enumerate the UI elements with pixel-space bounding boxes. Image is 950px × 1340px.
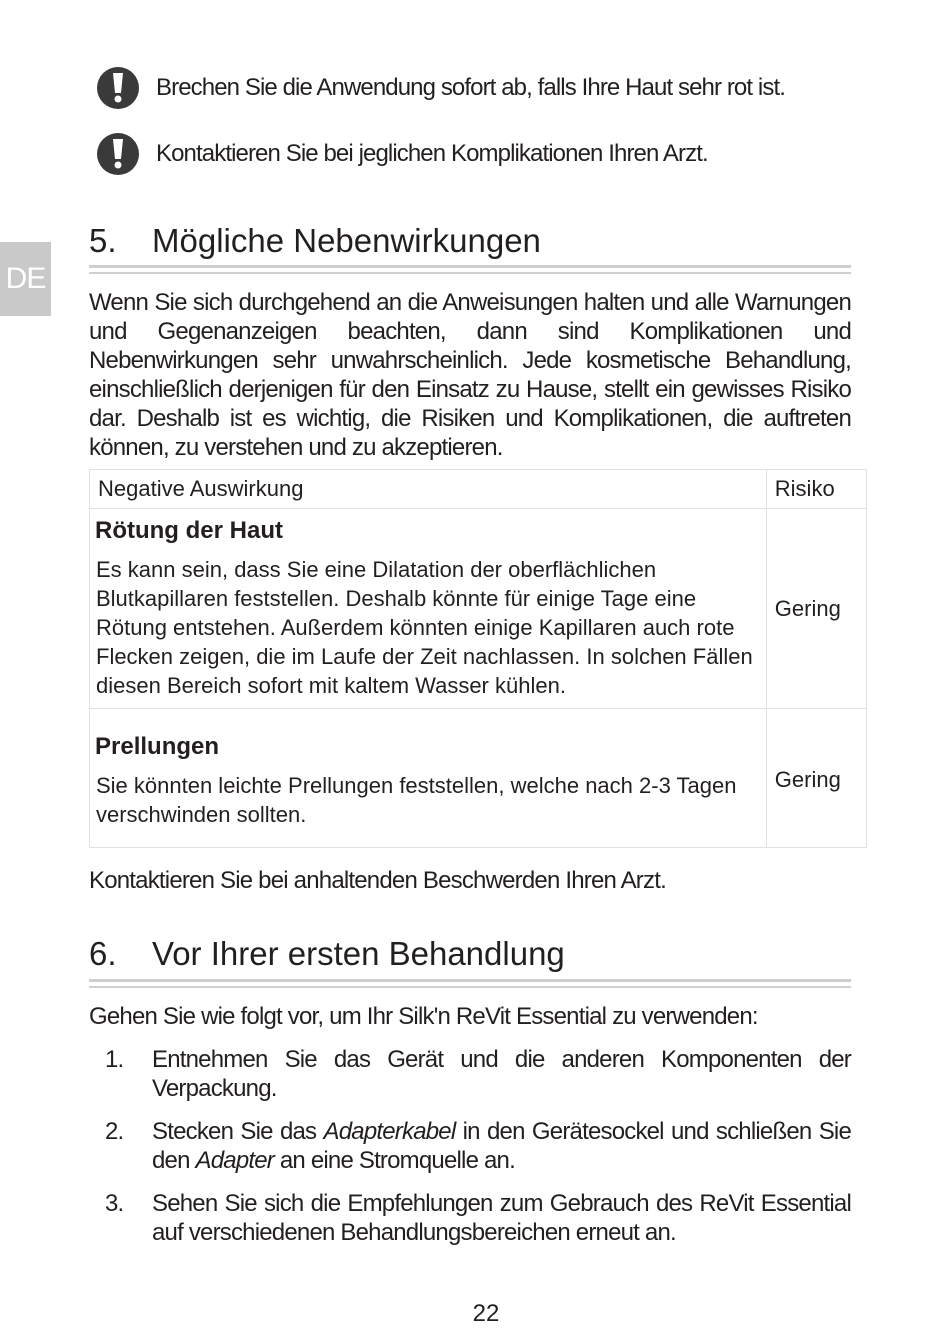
section-title: Vor Ihrer ersten Behandlung <box>152 935 565 972</box>
step-number: 3. <box>105 1190 124 1217</box>
heading-rule <box>89 979 851 988</box>
language-tab: DE <box>0 242 51 316</box>
step-number: 2. <box>105 1118 124 1145</box>
section-heading <box>89 935 565 973</box>
list-item <box>105 1045 851 1103</box>
effect-title: Rötung der Haut <box>95 517 283 544</box>
section-intro: Gehen Sie wie folgt vor, um Ihr Silk'n ReVit Essential zu verwenden: <box>89 1003 758 1030</box>
exclamation-icon <box>97 67 139 109</box>
effect-cell <box>90 709 767 848</box>
contact-note: Kontaktieren Sie bei anhaltenden Beschwerden Ihren Arzt. <box>89 867 666 894</box>
section-number: 6. <box>89 935 117 972</box>
column-header-risk: Risiko <box>766 470 866 509</box>
table-header-row <box>90 470 867 509</box>
step-text-emphasis: Adapter <box>195 1147 274 1174</box>
warning-text: Kontaktieren Sie bei jeglichen Komplikationen Ihren Arzt. <box>156 140 708 167</box>
effect-cell <box>90 509 767 709</box>
table-row <box>90 509 867 709</box>
effect-description: Es kann sein, dass Sie eine Dilatation der oberflächlichen Blutkapillaren feststellen. Deshalb könnte für einige Tage eine Rötung entstehen. Außerdem könnten einige Kapillaren auch rote Flecken zeigen, die im Laufe der Zeit nachlassen. In solchen Fällen diesen Bereich sofort mit kaltem Wasser kühlen. <box>96 557 753 698</box>
section-number: 5. <box>89 222 117 259</box>
step-text-part: in den Gerätesockel und schließen Sie den <box>152 1118 851 1174</box>
risk-cell: Gering <box>766 709 866 848</box>
effect-title: Prellungen <box>95 733 220 760</box>
column-header-effect: Negative Auswirkung <box>90 470 767 509</box>
step-text <box>152 1117 851 1175</box>
page-number: 22 <box>472 1300 500 1327</box>
step-text-part: Stecken Sie das <box>152 1118 324 1145</box>
steps-list <box>105 1045 851 1261</box>
section-heading <box>89 222 541 260</box>
step-text: Sehen Sie sich die Empfehlungen zum Gebrauch des ReVit Essential auf verschiedenen Behandlungsbereichen erneut an. <box>152 1190 851 1246</box>
list-item <box>105 1189 851 1247</box>
step-text-emphasis: Adapterkabel <box>323 1118 456 1145</box>
exclamation-icon <box>97 133 139 175</box>
warning-item <box>97 133 708 175</box>
section-title: Mögliche Nebenwirkungen <box>152 222 541 259</box>
step-text: Entnehmen Sie das Gerät und die anderen Komponenten der Verpackung. <box>152 1046 851 1102</box>
warning-text: Brechen Sie die Anwendung sofort ab, falls Ihre Haut sehr rot ist. <box>156 74 785 101</box>
risk-cell: Gering <box>766 509 866 709</box>
section-intro: Wenn Sie sich durchgehend an die Anweisungen halten und alle Warnungen und Gegenanzeigen beachten, dann sind Komplikationen und Nebenwirkungen sehr unwahrscheinlich. Jede kosmetische Behandlung, einschließlich derjenigen für den Einsatz zu Hause, stellt ein gewisses Risiko dar. Deshalb ist es wichtig, die Risiken und Komplikationen, die auftreten können, zu verstehen und zu akzeptieren. <box>89 289 851 461</box>
table-row <box>90 709 867 848</box>
warning-item <box>97 67 785 109</box>
list-item <box>105 1117 851 1175</box>
step-text-part: an eine Stromquelle an. <box>273 1147 515 1174</box>
side-effects-table <box>89 469 867 848</box>
effect-description: Sie könnten leichte Prellungen feststellen, welche nach 2-3 Tagen verschwinden sollten. <box>96 773 737 827</box>
step-number: 1. <box>105 1046 124 1073</box>
heading-rule <box>89 265 851 274</box>
